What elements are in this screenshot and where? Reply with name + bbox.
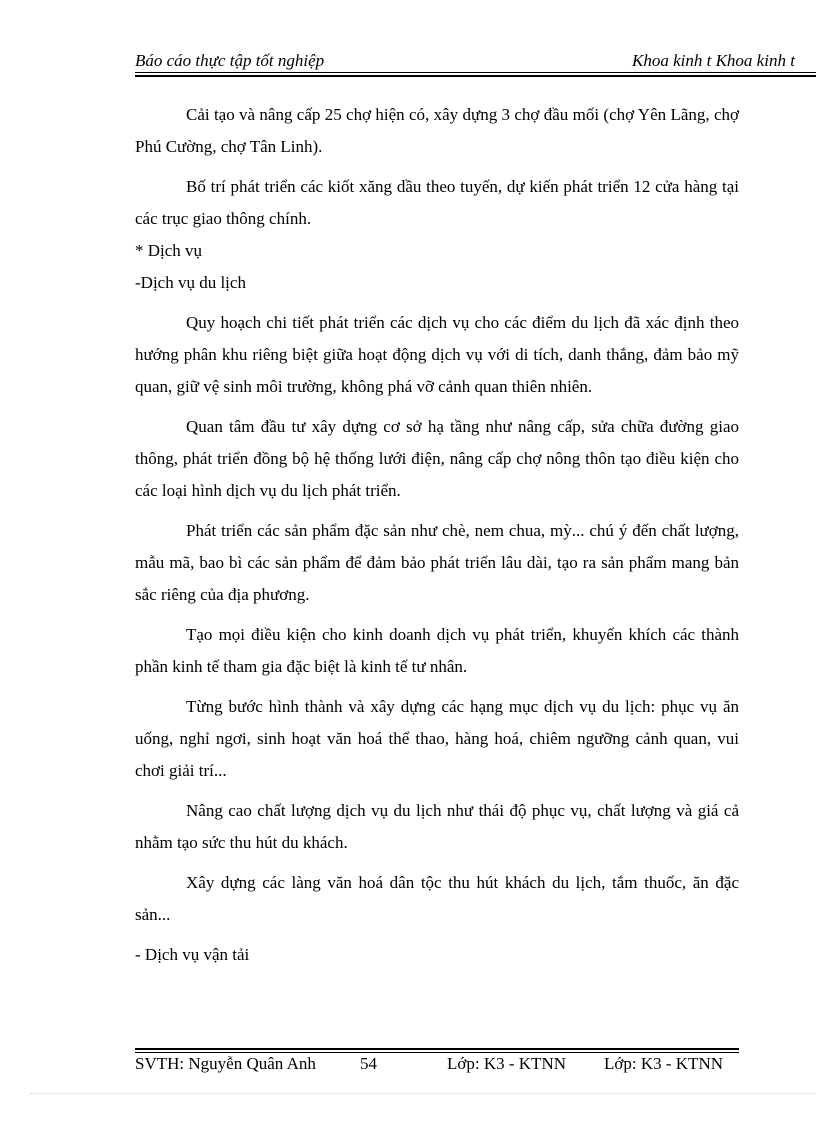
heading-tourism-services: -Dịch vụ du lịch (135, 273, 246, 292)
paragraph-tourism-planning: Quy hoạch chi tiết phát triển các dịch vụ cho các điểm du lịch đã xác định theo hướng phân khu riêng biệt giữa hoạt động dịch vụ với di tích, danh thắng, đảm bảo mỹ quan, giữ vệ sinh môi trường, không phá vỡ cảnh quan thiên nhiên. (135, 313, 739, 396)
heading-transport-services: - Dịch vụ vận tải (135, 945, 250, 964)
footer-rule-thick (135, 1048, 739, 1050)
paragraph-service-categories: Từng bước hình thành và xây dựng các hạng mục dịch vụ du lịch: phục vụ ăn uống, nghỉ ngơi, sinh hoạt văn hoá thể thao, hàng hoá, chiêm ngưỡng cảnh quan, vui chơi giải trí... (135, 697, 739, 780)
document-body (135, 99, 739, 979)
footer-class: Lớp: K3 - KTNN (447, 1054, 566, 1073)
page-footer (135, 1054, 739, 1078)
footer-class-duplicate: Lớp: K3 - KTNN (604, 1054, 723, 1073)
paragraph-business-conditions: Tạo mọi điều kiện cho kinh doanh dịch vụ phát triển, khuyến khích các thành phần kinh tế tham gia đặc biệt là kinh tế tư nhân. (135, 625, 739, 676)
page-number: 54 (360, 1054, 377, 1073)
paragraph-cultural-villages: Xây dựng các làng văn hoá dân tộc thu hút khách du lịch, tắm thuốc, ăn đặc sản... (135, 873, 739, 924)
paragraph-service-quality: Nâng cao chất lượng dịch vụ du lịch như thái độ phục vụ, chất lượng và giá cả nhằm tạo sức thu hút du khách. (135, 801, 739, 852)
footer-author: SVTH: Nguyễn Quân Anh (135, 1054, 316, 1073)
paragraph-markets: Cải tạo và nâng cấp 25 chợ hiện có, xây dựng 3 chợ đầu mối (chợ Yên Lãng, chợ Phú Cường, chợ Tân Linh). (135, 105, 739, 156)
header-report-title: Báo cáo thực tập tốt nghiệp (135, 51, 325, 70)
paragraph-fuel-kiosks: Bố trí phát triển các kiốt xăng dầu theo tuyến, dự kiến phát triển 12 cửa hàng tại các trục giao thông chính. (135, 177, 739, 228)
page-header (135, 48, 816, 72)
heading-services: * Dịch vụ (135, 241, 203, 260)
page-edge-divider (30, 1093, 816, 1094)
header-rule-thick (135, 75, 816, 77)
paragraph-infrastructure: Quan tâm đầu tư xây dựng cơ sở hạ tầng như nâng cấp, sửa chữa đường giao thông, phát triển đồng bộ hệ thống lưới điện, nâng cấp chợ nông thôn tạo điều kiện cho các loại hình dịch vụ du lịch phát triển. (135, 417, 739, 500)
header-rule (135, 72, 816, 73)
header-faculty: Khoa kinh t Khoa kinh t (632, 51, 795, 70)
footer-rule (135, 1052, 739, 1053)
paragraph-specialty-products: Phát triển các sản phẩm đặc sản như chè, nem chua, mỳ... chú ý đến chất lượng, mẫu mã, bao bì các sản phẩm để đảm bảo phát triển lâu dài, tạo ra sản phẩm mang bản sắc riêng của địa phương. (135, 521, 739, 604)
